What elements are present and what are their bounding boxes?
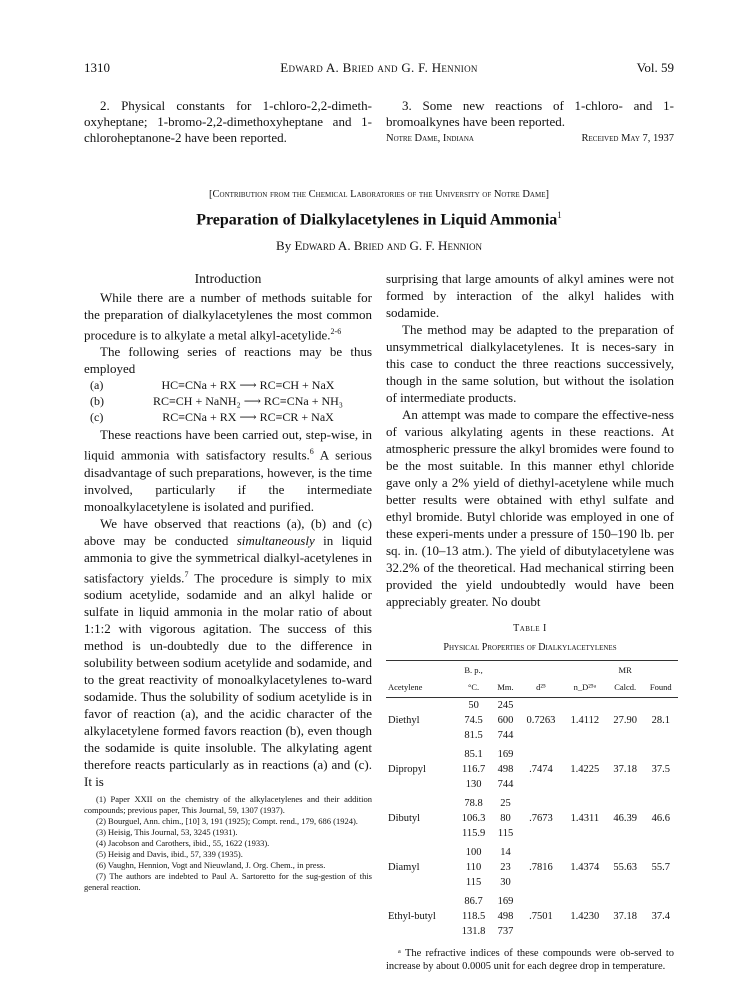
citation-ref: 7 bbox=[184, 569, 189, 579]
cell-bp: 100 bbox=[465, 847, 482, 858]
summary-item-3: 3. Some new reactions of 1-chloro- and 1-bromoalkynes have been reported. bbox=[386, 98, 674, 129]
cell-acetylene: Diamyl bbox=[388, 862, 420, 873]
running-title: Edward A. Bried and G. F. Hennion bbox=[280, 60, 478, 75]
col-refractive-index: n_D²⁵ᵃ bbox=[563, 661, 607, 698]
footnote: (6) Vaughn, Hennion, Vogt and Nieuwland, J. Org. Chem., in press. bbox=[96, 859, 326, 870]
cell-bp: 106.3 bbox=[461, 813, 486, 824]
table-row bbox=[386, 796, 678, 811]
cell-n: 1.4225 bbox=[570, 764, 600, 775]
paragraph-text: in liquid ammonia to give the symmetrical dialkyl-acetylenes in satisfactory yields. bbox=[84, 532, 372, 585]
cell-d: 0.7263 bbox=[526, 715, 556, 726]
cell-d: .7501 bbox=[529, 911, 553, 922]
right-column bbox=[386, 270, 674, 984]
cell-calcd: 37.18 bbox=[613, 764, 637, 775]
citation-ref: 2-6 bbox=[330, 327, 342, 336]
cell-bp: 115.9 bbox=[461, 828, 486, 839]
cell-bp: 86.7 bbox=[464, 896, 483, 907]
cell-acetylene: Diethyl bbox=[388, 715, 420, 726]
cell-calcd: 27.90 bbox=[613, 715, 637, 726]
table-row bbox=[386, 845, 678, 860]
cell-mm: 245 bbox=[497, 700, 514, 711]
cell-calcd: 37.18 bbox=[613, 911, 637, 922]
reaction-label: (a) bbox=[90, 378, 104, 393]
cell-bp: 78.8 bbox=[464, 798, 483, 809]
summary-item-2: 2. Physical constants for 1-chloro-2,2-dimeth-oxyheptane; 1-bromo-2,2-dimethoxyheptane and 1-chloroheptanone-2 have been reported. bbox=[84, 98, 372, 145]
col-bp: B. p., bbox=[464, 665, 483, 675]
reaction-equation: RC≡CH + NaNH₂ ⟶ RC≡CNa + NH₃ bbox=[153, 394, 343, 409]
page-number: 1310 bbox=[84, 60, 110, 75]
cell-acetylene: Dipropyl bbox=[388, 764, 426, 775]
volume-label: Vol. 59 bbox=[636, 60, 674, 75]
col-bp-mm: Mm. bbox=[492, 661, 519, 698]
footnote: (4) Jacobson and Carothers, ibid., 55, 1622 (1933). bbox=[96, 837, 270, 848]
byline-by: By bbox=[276, 238, 292, 253]
cell-found: 28.1 bbox=[651, 715, 670, 726]
cell-mm: 744 bbox=[497, 779, 514, 790]
cell-mm: 115 bbox=[497, 828, 514, 839]
table-footnote: ᵃ The refractive indices of these compounds were ob-served to increase by about 0.0005 unit for each degree drop in temperature. bbox=[386, 948, 674, 972]
left-column bbox=[84, 270, 372, 893]
reaction-equation: RC≡CNa + RX ⟶ RC≡CR + NaX bbox=[162, 410, 334, 425]
article-title-text: Preparation of Dialkylacetylenes in Liquid Ammonia bbox=[196, 211, 558, 229]
col-mr: MR bbox=[618, 665, 632, 675]
table-row bbox=[386, 894, 678, 909]
table-header-row bbox=[386, 661, 678, 698]
footnote: (3) Heisig, This Journal, 53, 3245 (1931). bbox=[96, 826, 238, 837]
table-title: Physical Properties of Dialkylacetylenes bbox=[443, 642, 617, 653]
cell-mm: 498 bbox=[497, 911, 514, 922]
cell-found: 37.4 bbox=[651, 911, 670, 922]
paragraph-text: We have observed that reactions (a), (b) and (c) above may be conducted bbox=[84, 515, 372, 548]
cell-acetylene: Dibutyl bbox=[388, 813, 421, 824]
cell-bp: 131.8 bbox=[461, 926, 486, 937]
cell-found: 46.6 bbox=[651, 813, 670, 824]
cell-bp: 118.5 bbox=[461, 911, 486, 922]
table-body bbox=[386, 698, 678, 944]
cell-mm: 23 bbox=[500, 862, 511, 873]
cell-mm: 30 bbox=[500, 877, 511, 888]
col-mr-calcd bbox=[607, 661, 644, 698]
cell-bp: 85.1 bbox=[464, 749, 483, 760]
cell-bp: 81.5 bbox=[464, 730, 483, 741]
table-caption: Table I bbox=[513, 623, 547, 634]
cell-mm: 744 bbox=[497, 730, 514, 741]
title-footnote-ref: 1 bbox=[557, 210, 562, 220]
cell-bp: 110 bbox=[465, 862, 482, 873]
cell-n: 1.4311 bbox=[570, 813, 600, 824]
paragraph-text: The procedure is simply to mix sodium acetylide, sodamide and an alkyl halide or sulfate in liquid ammonia in the molar ratio of about 1:1:2 with vigorous agitation. The success of this method is un-doubtedly due to the difference in solubility between sodium acetylide and sodamide, and to the great reactivity of monoalkylacetylenes to-ward sodamide. Thus the solubility of sodium acetylide is in favor of reaction (a), and the acidic character of the alkylacetylene formed favors reaction (b), even though the sodamide is quite insoluble. The alkylating agent therefore reacts particularly as in reactions (a) and (c). It is bbox=[84, 569, 372, 789]
col-bp-unit: °C. bbox=[467, 682, 480, 692]
cell-mm: 80 bbox=[500, 813, 511, 824]
cell-calcd: 46.39 bbox=[613, 813, 637, 824]
paragraph-text: A serious disadvantage of such preparations, however, is the time involved, particularly if the intermediate monoalkylacetylene is isolated and purified. bbox=[84, 447, 372, 514]
footnote: (2) Bourguel, Ann. chim., [10] 3, 191 (1925); Compt. rend., 179, 686 (1924). bbox=[96, 815, 358, 826]
cell-d: .7673 bbox=[529, 813, 553, 824]
cell-bp: 115 bbox=[465, 877, 482, 888]
cell-d: .7816 bbox=[529, 862, 553, 873]
article-title bbox=[84, 210, 674, 229]
cell-mm: 737 bbox=[497, 926, 514, 937]
cell-bp: 50 bbox=[468, 700, 479, 711]
signature-line bbox=[386, 131, 674, 147]
contribution-line: [Contribution from the Chemical Laboratories of the University of Notre Dame] bbox=[209, 189, 549, 200]
reaction-equation: HC≡CNa + RX ⟶ RC≡CH + NaX bbox=[161, 378, 335, 393]
cell-bp: 116.7 bbox=[461, 764, 486, 775]
section-heading: Introduction bbox=[194, 271, 262, 286]
byline bbox=[84, 238, 674, 254]
received-date: Received May 7, 1937 bbox=[581, 133, 674, 144]
authors: Edward A. Bried and G. F. Hennion bbox=[294, 238, 482, 253]
properties-table bbox=[386, 660, 678, 943]
citation-ref: 6 bbox=[309, 447, 314, 457]
col-density: d²⁵ bbox=[519, 661, 563, 698]
emphasis: simultaneously bbox=[236, 532, 315, 548]
paragraph: The method may be adapted to the preparation of unsymmetrical dialkylacetylenes. It is neces-sary in this case to conduct the three reactions successively, though in the same solution, but without the isolation of intermediate products. bbox=[386, 322, 674, 405]
cell-mm: 14 bbox=[500, 847, 511, 858]
cell-n: 1.4112 bbox=[570, 715, 600, 726]
reaction-line bbox=[84, 410, 372, 425]
table-row bbox=[386, 747, 678, 762]
col-bp-c bbox=[455, 661, 492, 698]
col-mr-found: Found bbox=[644, 661, 678, 698]
cell-d: .7474 bbox=[529, 764, 553, 775]
cell-n: 1.4374 bbox=[570, 862, 600, 873]
reaction-label: (b) bbox=[90, 394, 104, 409]
reaction-line bbox=[84, 394, 372, 409]
cell-mm: 169 bbox=[497, 749, 514, 760]
cell-calcd: 55.63 bbox=[613, 862, 637, 873]
paragraph-text: These reactions have been carried out, step-wise, in liquid ammonia with satisfactory results. bbox=[84, 427, 372, 463]
cell-found: 55.7 bbox=[651, 862, 670, 873]
cell-mm: 498 bbox=[497, 764, 514, 775]
paragraph: An attempt was made to compare the effective-ness of various alkylating agents in these reactions. At atmospheric pressure the alkyl bromides were found to be the most suitable. In this manner ethyl chloride gave only a 2% yield of diethyl-acetylene while much better results were obtained with ethyl sulfate and ethyl bromide. Butyl chloride was employed in one of these experi-ments under a pressure of 150–190 lb. per sq. in. (10–13 atm.). The yield of dibutylacetylene was 32.2% of the theoretical. Had mechanical stirring been provided the yield undoubtedly would have been appreciably greater. No doubt bbox=[386, 407, 674, 609]
cell-bp: 130 bbox=[465, 779, 482, 790]
cell-mm: 169 bbox=[497, 896, 514, 907]
paragraph bbox=[84, 426, 372, 514]
table-row bbox=[386, 698, 678, 714]
cell-found: 37.5 bbox=[651, 764, 670, 775]
paragraph bbox=[84, 515, 372, 790]
cell-acetylene: Ethyl-butyl bbox=[388, 911, 436, 922]
col-calcd: Calcd. bbox=[614, 682, 637, 692]
reaction-label: (c) bbox=[90, 410, 104, 425]
footnote: (1) Paper XXII on the chemistry of the alkylacetylenes and their addition compounds; previous paper, This Journal, 59, 1307 (1937). bbox=[84, 793, 372, 815]
reaction-scheme bbox=[84, 378, 372, 425]
col-acetylene: Acetylene bbox=[386, 661, 455, 698]
cell-bp: 74.5 bbox=[464, 715, 483, 726]
cell-n: 1.4230 bbox=[570, 911, 600, 922]
cell-mm: 600 bbox=[497, 715, 514, 726]
row-spacer bbox=[386, 939, 678, 943]
paragraph-text: While there are a number of methods suitable for the preparation of dialkylacetylenes the most common procedure is to alkylate a metal alkyl-acetylide. bbox=[84, 290, 372, 343]
paragraph: The following series of reactions may be thus employed bbox=[84, 344, 372, 377]
footnote: (7) The authors are indebted to Paul A. Sartoretto for the sug-gestion of this general reaction. bbox=[84, 870, 372, 892]
cell-mm: 25 bbox=[500, 798, 511, 809]
reaction-line bbox=[84, 378, 372, 393]
footnotes bbox=[84, 794, 372, 893]
paragraph bbox=[84, 289, 372, 343]
footnote: (5) Heisig and Davis, ibid., 57, 339 (1935). bbox=[96, 848, 243, 859]
paragraph: surprising that large amounts of alkyl amines were not formed by interaction of the alkyl halides with sodamide. bbox=[386, 271, 674, 320]
affiliation: Notre Dame, Indiana bbox=[386, 133, 474, 144]
